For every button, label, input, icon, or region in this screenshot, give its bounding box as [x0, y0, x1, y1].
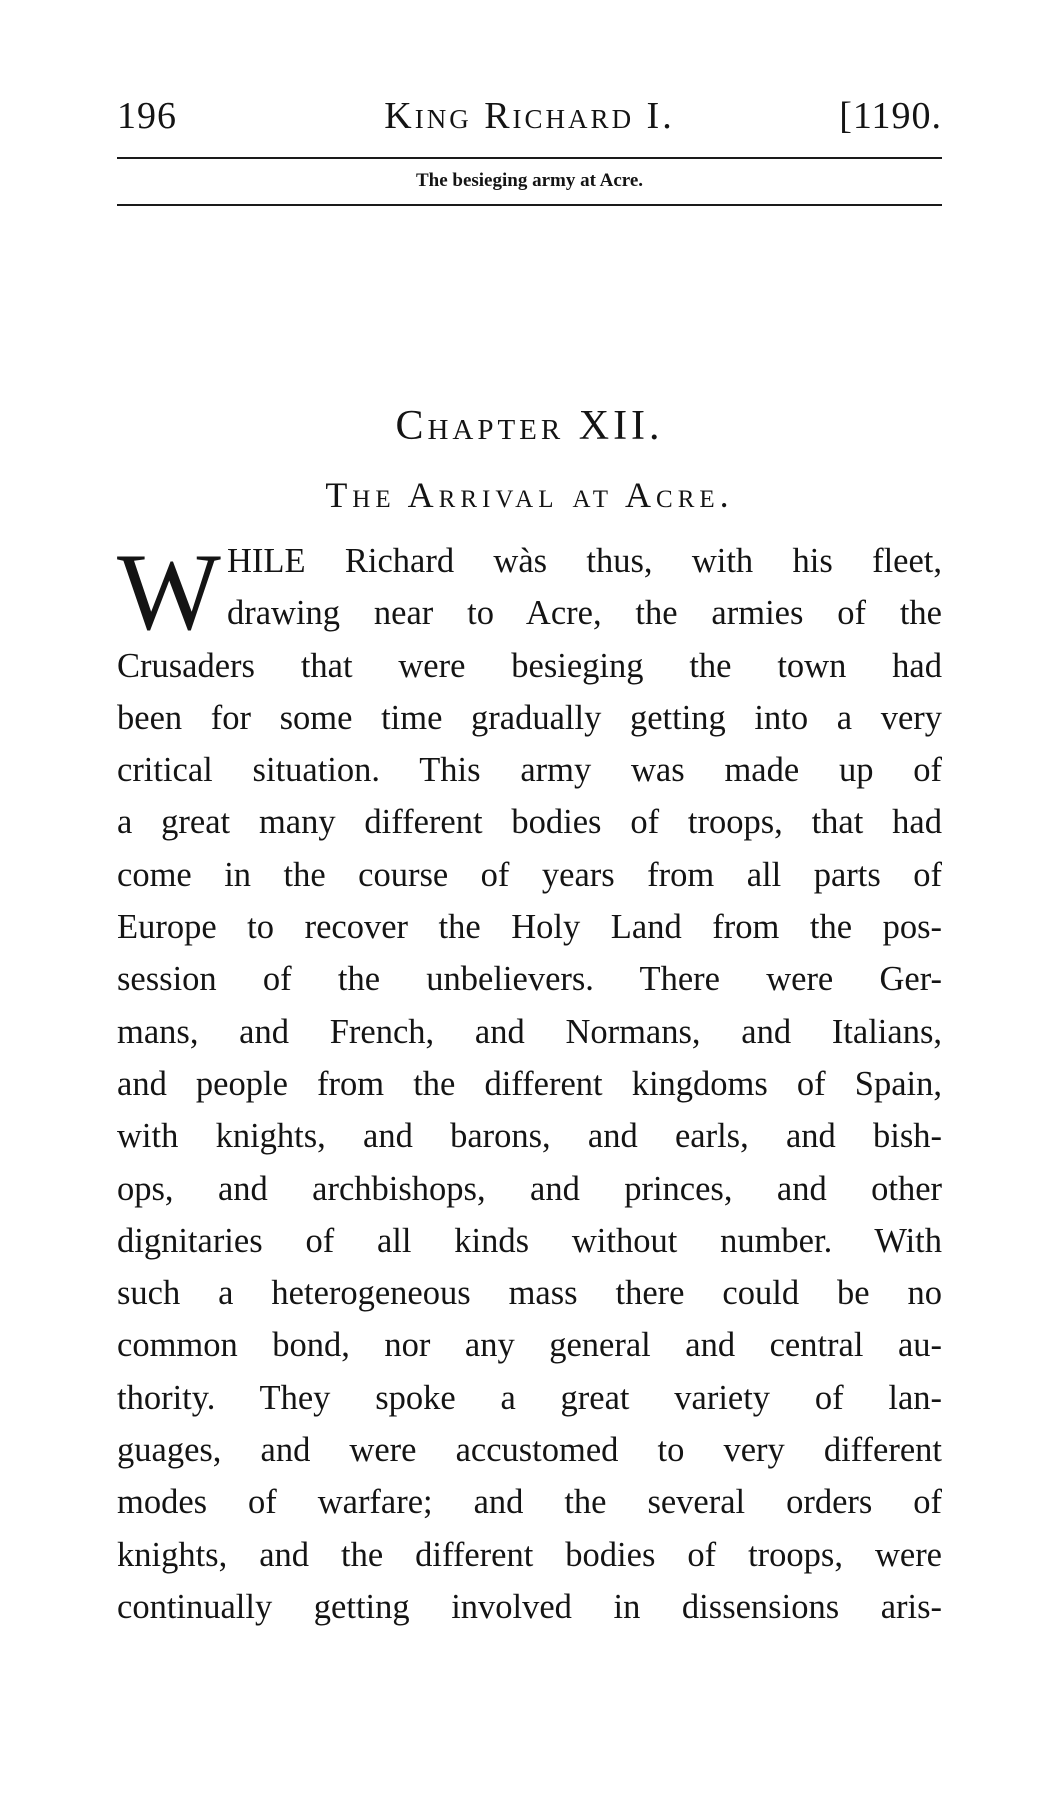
text-line: with knights, and barons, and earls, and bish-	[117, 1117, 942, 1156]
drop-cap: W	[117, 531, 221, 653]
text-line: HILE Richard wàs thus, with his fleet,	[227, 542, 942, 580]
text-line: critical situation. This army was made up of	[117, 751, 942, 790]
text-line: modes of warfare; and the several orders of	[117, 1483, 942, 1522]
header-rule-bottom	[117, 204, 942, 206]
text-line: knights, and the different bodies of troops, were	[117, 1535, 942, 1574]
text-line: such a heterogeneous mass there could be no	[117, 1274, 942, 1313]
text-line: been for some time gradually getting into a very	[117, 698, 942, 737]
header-rule-top	[117, 157, 942, 159]
text-line: a great many different bodies of troops, that had	[117, 803, 942, 842]
running-title: King Richard I.	[384, 95, 675, 137]
chapter-number: Chapter XII.	[395, 403, 664, 449]
topic-line: The besieging army at Acre.	[415, 170, 644, 191]
text-line: continually getting involved in dissensions aris-	[117, 1587, 942, 1626]
text-line: common bond, nor any general and central au-	[117, 1326, 942, 1365]
text-line: Europe to recover the Holy Land from the pos-	[117, 908, 942, 947]
text-line: thority. They spoke a great variety of lan-	[117, 1378, 942, 1417]
text-line: come in the course of years from all parts of	[117, 855, 942, 894]
body-text	[117, 531, 942, 1633]
text-line: and people from the different kingdoms of Spain,	[117, 1064, 942, 1103]
book-page	[117, 0, 942, 1793]
text-line: Crusaders that were besieging the town had	[117, 646, 942, 685]
text-line: session of the unbelievers. There were Ger-	[117, 960, 942, 999]
chapter-title: The Arrival at Acre.	[325, 475, 734, 515]
running-year: [1190.	[839, 95, 942, 137]
running-header	[117, 88, 942, 144]
text-line: dignitaries of all kinds without number. With	[117, 1221, 942, 1260]
text-line: mans, and French, and Normans, and Italians,	[117, 1012, 942, 1051]
page-number: 196	[117, 95, 177, 137]
text-line: drawing near to Acre, the armies of the	[227, 594, 942, 633]
text-line: ops, and archbishops, and princes, and other	[117, 1169, 942, 1208]
text-line: guages, and were accustomed to very different	[117, 1431, 942, 1470]
